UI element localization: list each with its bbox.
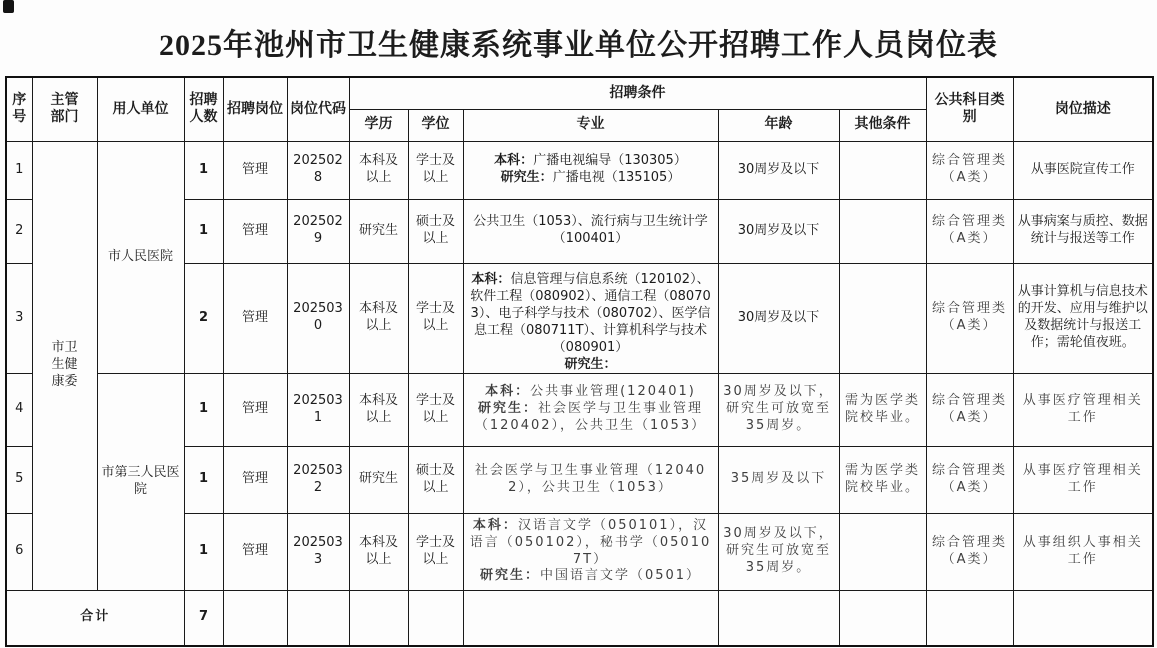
major-line: 本科：汉语言文学（050101），汉语言（050102），秘书学（050107T）	[469, 517, 712, 567]
cell-age: 30周岁及以下，研究生可放宽至35周岁。	[718, 513, 839, 590]
major-line: 研究生：社会医学与卫生事业管理（120402），公共卫生（1053）	[474, 401, 707, 433]
page-title: 2025年池州市卫生健康系统事业单位公开招聘工作人员岗位表	[159, 29, 998, 62]
cell-edu: 本科及以上	[349, 373, 408, 446]
cell-degree: 硕士及以上	[408, 199, 463, 263]
header-age: 年龄	[718, 109, 839, 141]
header-dept: 主管部门	[32, 77, 97, 141]
cell-count: 2	[184, 263, 223, 373]
cell-category: 综合管理类（A类）	[926, 141, 1013, 199]
cell-count: 1	[184, 373, 223, 446]
cell-category: 综合管理类（A类）	[926, 263, 1013, 373]
cell-desc: 从事组织人事相关工作	[1013, 513, 1153, 590]
total-label: 合计	[6, 590, 184, 646]
cell-seq: 5	[6, 446, 32, 513]
cell-position: 管理	[223, 446, 287, 513]
cell-count: 1	[184, 446, 223, 513]
header-employer: 用人单位	[97, 77, 184, 141]
cell-desc: 从事医疗管理相关工作	[1013, 373, 1153, 446]
header-conditions: 招聘条件	[349, 77, 926, 109]
cell-category: 综合管理类（A类）	[926, 446, 1013, 513]
major-line: 本科：信息管理与信息系统（120102）、软件工程（080902）、通信工程（080703）、电子科学与技术（080702）、医学信息工程（080711T）、计算机科学与技术（080901）	[470, 272, 711, 355]
cell-seq: 3	[6, 263, 32, 373]
cell-empty	[926, 590, 1013, 646]
cell-age: 30周岁及以下	[718, 199, 839, 263]
cell-seq: 2	[6, 199, 32, 263]
header-edu: 学历	[349, 109, 408, 141]
header-code: 岗位代码	[287, 77, 349, 141]
cell-age: 30周岁及以下	[718, 263, 839, 373]
cell-dept-group: 市卫生健康委	[32, 141, 97, 590]
cell-other	[839, 141, 926, 199]
cell-major	[463, 263, 718, 373]
cell-major: 社会医学与卫生事业管理（120402），公共卫生（1053）	[463, 446, 718, 513]
cell-edu: 本科及以上	[349, 141, 408, 199]
cell-empty	[408, 590, 463, 646]
recruitment-table	[5, 76, 1154, 647]
cell-empty	[718, 590, 839, 646]
cell-edu: 研究生	[349, 446, 408, 513]
cell-code: 2025029	[287, 199, 349, 263]
cell-empty	[839, 590, 926, 646]
cell-major	[463, 141, 718, 199]
cell-empty	[463, 590, 718, 646]
cell-edu: 本科及以上	[349, 513, 408, 590]
cell-desc: 从事医疗管理相关工作	[1013, 446, 1153, 513]
cell-category: 综合管理类（A类）	[926, 199, 1013, 263]
cell-code: 2025033	[287, 513, 349, 590]
header-other: 其他条件	[839, 109, 926, 141]
cell-category: 综合管理类（A类）	[926, 373, 1013, 446]
cell-age: 30周岁及以下，研究生可放宽至35周岁。	[718, 373, 839, 446]
cell-age: 35周岁及以下	[718, 446, 839, 513]
cell-degree: 学士及以上	[408, 373, 463, 446]
cell-count: 1	[184, 199, 223, 263]
cell-code: 2025030	[287, 263, 349, 373]
cell-seq: 1	[6, 141, 32, 199]
total-count: 7	[184, 590, 223, 646]
header-category: 公共科目类别	[926, 77, 1013, 141]
cell-empty	[223, 590, 287, 646]
cell-degree: 学士及以上	[408, 141, 463, 199]
header-count: 招聘人数	[184, 77, 223, 141]
cell-major: 公共卫生（1053）、流行病与卫生统计学（100401）	[463, 199, 718, 263]
cell-empty	[287, 590, 349, 646]
cell-employer: 市人民医院	[97, 141, 184, 373]
cell-position: 管理	[223, 199, 287, 263]
cell-other	[839, 199, 926, 263]
cell-code: 2025028	[287, 141, 349, 199]
cell-category: 综合管理类（A类）	[926, 513, 1013, 590]
corner-artifact	[3, 0, 14, 13]
cell-degree: 学士及以上	[408, 513, 463, 590]
table-row	[6, 373, 1153, 446]
table-row	[6, 141, 1153, 199]
cell-edu: 本科及以上	[349, 263, 408, 373]
cell-other	[839, 513, 926, 590]
cell-other	[839, 263, 926, 373]
major-line: 本科：广播电视编导（130305）	[494, 153, 687, 169]
cell-age: 30周岁及以下	[718, 141, 839, 199]
cell-seq: 6	[6, 513, 32, 590]
cell-empty	[1013, 590, 1153, 646]
header-desc: 岗位描述	[1013, 77, 1153, 141]
cell-seq: 4	[6, 373, 32, 446]
cell-other: 需为医学类院校毕业。	[839, 446, 926, 513]
cell-code: 2025032	[287, 446, 349, 513]
major-line: 本科：公共事业管理(120401)	[485, 384, 696, 400]
cell-degree: 学士及以上	[408, 263, 463, 373]
header-row-1	[6, 77, 1153, 109]
total-row	[6, 590, 1153, 646]
cell-count: 1	[184, 141, 223, 199]
major-line: 研究生：广播电视（135105）	[500, 170, 681, 185]
cell-desc: 从事计算机与信息技术的开发、应用与维护以及数据统计与报送工作；需轮值夜班。	[1013, 263, 1153, 373]
cell-employer: 市第三人民医院	[97, 373, 184, 590]
cell-empty	[349, 590, 408, 646]
cell-major	[463, 513, 718, 590]
header-position: 招聘岗位	[223, 77, 287, 141]
cell-other: 需为医学类院校毕业。	[839, 373, 926, 446]
cell-desc: 从事病案与质控、数据统计与报送等工作	[1013, 199, 1153, 263]
header-seq: 序号	[6, 77, 32, 141]
cell-edu: 研究生	[349, 199, 408, 263]
cell-position: 管理	[223, 373, 287, 446]
cell-degree: 硕士及以上	[408, 446, 463, 513]
cell-count: 1	[184, 513, 223, 590]
header-major: 专业	[463, 109, 718, 141]
cell-major	[463, 373, 718, 446]
header-degree: 学位	[408, 109, 463, 141]
major-line-clipped: 研究生：	[564, 356, 617, 372]
cell-position: 管理	[223, 263, 287, 373]
major-line: 研究生：中国语言文学（0501）	[479, 568, 702, 584]
cell-code: 2025031	[287, 373, 349, 446]
cell-position: 管理	[223, 141, 287, 199]
cell-position: 管理	[223, 513, 287, 590]
cell-desc: 从事医院宣传工作	[1013, 141, 1153, 199]
